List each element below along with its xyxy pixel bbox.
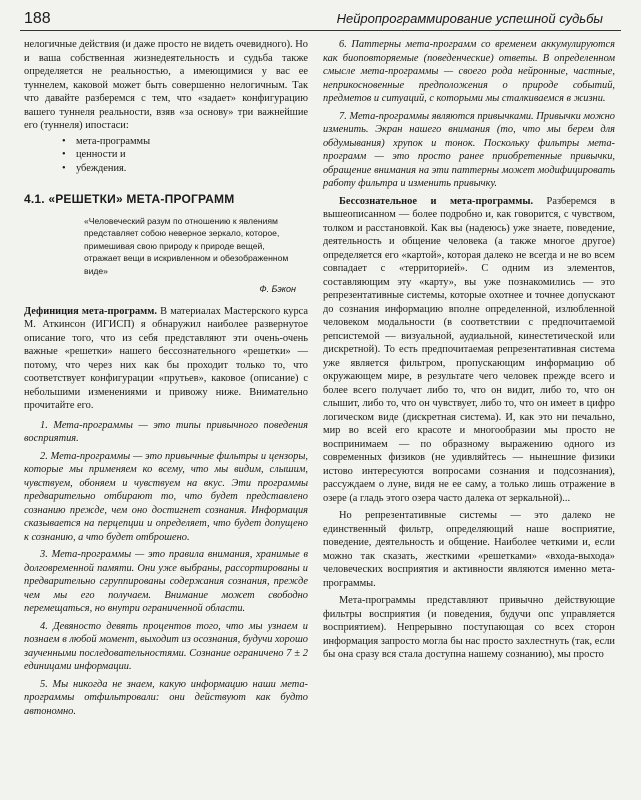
epigraph-author: Ф. Бэкон — [259, 284, 296, 294]
section-heading: 4.1. «РЕШЕТКИ» МЕТА-ПРОГРАММ — [24, 192, 235, 206]
epigraph: «Человеческий разум по отношению к явлениям представляет собою неверное зеркало, которое, примешивая свою природу к природе вещей, отражает вещи в искривленном и обезображенном виде» — [84, 215, 289, 276]
list-item-3: 3. Мета-программы — это правила внимания, хранимые в долговременной памяти. Они уже выбраны, рассортированы и предварительно сгруппированы содержания сознания, прежде чем мы его получаем. Внимание может свободно перемещаться, но внутри ограниченной области. — [24, 549, 308, 614]
unconscious-paragraph — [323, 195, 615, 506]
page-header — [20, 8, 621, 30]
list-item-4: 4. Девяносто девять процентов того, что мы узнаем и познаем в любой момент, выходит из осознания, будучи хорошо заученными последовательностями. Сознание ограничено 7 ± 2 единицами информации. — [24, 620, 308, 672]
definition-paragraph — [24, 305, 308, 413]
list-item-6: 6. Паттерны мета-программ со временем аккумулируются как биоповторяемые (поведенческие) ответы. В определенном смысле мета-программы — своего рода нейронные, частные, неприкосновенные предположения о природе событий, предметов и ситуаций, с которыми мы сталкиваемся в жизни. — [323, 39, 615, 104]
page-number: 188 — [24, 10, 51, 27]
left-column — [24, 38, 308, 718]
definition-body: В материалах Мастерского курса М. Аткинсон (ИГИСП) я обнаружил наиболее развернутое описание того, что из себя представляют эти очень-очень важные «решетки» нашего бессознательного «решетки» — потому, что через них как бы проходит только то, что соответствует конфигурации «прутьев», каковое (описание) с небольшими изменениями и привожу ниже. Внимательно прочитайте его. — [24, 305, 308, 411]
list-item-2: 2. Мета-программы — это привычные фильтры и цензоры, которые мы применяем ко всему, что мы видим, слышим, чувствуем, обоняем и чувствуем на вкус. Эти программы предварительно отбирают то, что будет представлено сознанию прежде, чем оно достигнет сознания. Информация сказывается на перцепции и определяет, что будет допущено к сознанию, а что будет отброшено. — [24, 450, 308, 543]
metaprograms-paragraph: Мета-программы представляют привычно действующие фильтры восприятия (и поведения, будучи опс управляется восприятием). Непрерывно поступающая со всех сторон информация запросто могла бы нас просто захлестнуть (так, если бы она сразу вся стала доступна нашему сознанию), мы просто — [323, 595, 615, 660]
filters-paragraph: Но репрезентативные системы — это далеко не единственный фильтр, определяющий наше восприятие, поведение, деятельность и общение. Наиболее четкими и, если можно так сказать, жесткими «решетками» «входа-выхода» человеческих восприятия и активности являются именно мета-программы. — [323, 510, 615, 589]
header-rule — [20, 30, 621, 31]
running-head: Нейропрограммирование успешной судьбы — [336, 11, 603, 26]
definition-lead: Дефиниция мета-программ. — [24, 305, 157, 317]
right-column — [323, 38, 615, 662]
bullet-item: • ценности и — [76, 148, 308, 162]
bullet-list — [24, 135, 308, 176]
unconscious-body: Разберемся в вышеописанном — более подробно и, как говорится, с чувством, толком и расстановкой. Как вы (надеюсь) уже знаете, поведение, деятельность и общение человека (а также многое другое) определяется его «картой», которая далеко не всегда и не во всем совпадает с «территорией». С одним из элементов, составляющим эту «карту», вы уже познакомились — это репрезентативные системы, которые охотнее и точнее допускают до сознания информацию вполне определенной, излюбленной человеком модальности (в соответствии с предпочитаемой репсистемой — визуальной, аудиальной, кинестетической или дискретной). То есть предпочитаемая репрезентативная система уже является фильтром, пропускающим информацию об окружающем мире, в результате чего человек прежде всего и более всего получает либо то, что он видит, либо то, что он слышит, либо то, что он чувствует, либо то, что он имеет в цифро логическом виде (дискретная система). И, как это ни печально, мир во всей его красоте и многообразии мы просто не воспринимаем — по образному выражению одного из современных физиков (не удивляйтесь — нынешние физики истово интересуются вопросами сознания и подсознания), рассуждаем о луне, видя не ее саму, а только лишь отражение в озере (а гладь этого озера часто далека от зеркальной)... — [323, 195, 615, 504]
list-item-1: 1. Мета-программы — это типы привычного поведения восприятия. — [24, 419, 308, 444]
unconscious-lead: Бессознательное и мета-программы. — [339, 195, 534, 207]
continued-paragraph: нелогичные действия (и даже просто не видеть очевидного). Но и ваша собственная жизнедеятельность и судьба также определяется не реальностью, а имеющимися у вас ее туннелем, каковой может быть совершенно нелогичным. Так что давайте разберемся с тем, что «задает» конфигурацию вашего туннеля реальности, взяв «за основу» три важнейшие его (туннеля) ипостаси: — [24, 39, 308, 131]
bullet-item: • мета-программы — [76, 135, 308, 149]
bullet-item: • убеждения. — [76, 162, 308, 176]
list-item-7: 7. Мета-программы являются привычками. Привычки можно изменить. Экран нашего внимания (то, что мы берем для обдумывания) хрупок и тонок. Поскольку фильтры мета-программ — это просто ранее приобретенные привычки, обращение внимания на эти паттерны может модифицировать работу фильтра и изменить привычку. — [323, 110, 615, 189]
list-item-5: 5. Мы никогда не знаем, какую информацию наши мета-программы отфильтровали: они действуют как будто автономно. — [24, 678, 308, 717]
